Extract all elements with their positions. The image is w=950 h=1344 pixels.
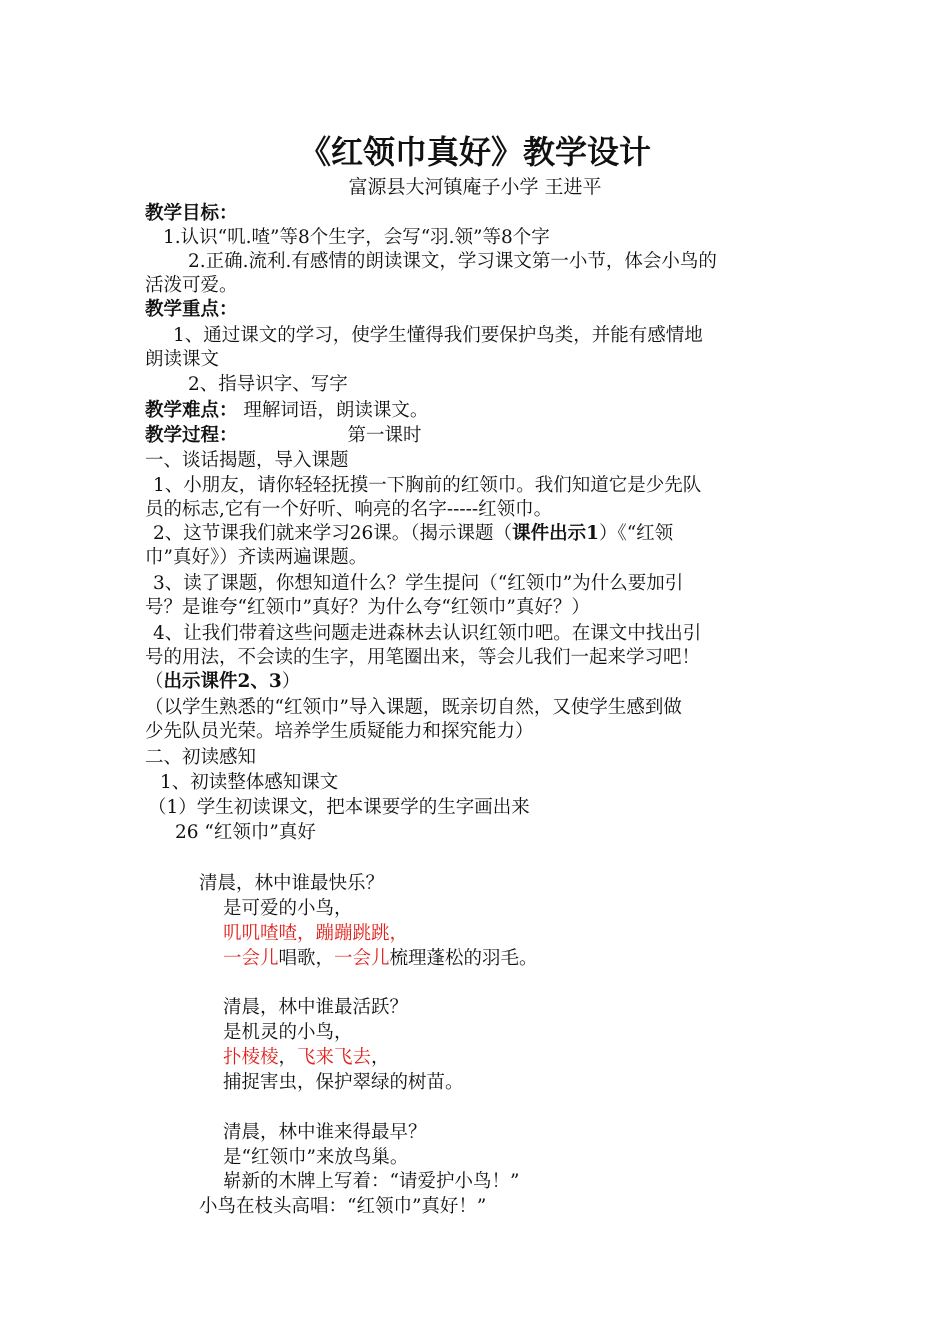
difficulty-line	[145, 399, 428, 423]
poem-text: ，	[371, 1047, 390, 1068]
poem-s2-l4: 捕捉害虫，保护翠绿的树苗。	[223, 1072, 464, 1093]
section1-note: （以学生熟悉的“红领巾”导入课题，既亲切自然，又使学生感到做	[145, 697, 682, 718]
poem-s3-l1: 清晨，林中谁来得最早？	[223, 1122, 427, 1143]
process-line	[145, 424, 422, 448]
highlight-word: 一会儿	[223, 948, 279, 969]
paren-close: ）	[281, 671, 301, 692]
poem-s2-l1: 清晨，林中谁最活跃？	[223, 997, 409, 1018]
section1-p1-cont: 员的标志,它有一个好听、响亮的名字-----红领巾。	[145, 499, 553, 520]
highlight-word: 飞来飞去	[297, 1047, 372, 1068]
section1-p1: 1、小朋友，请你轻轻抚摸一下胸前的红领巾。我们知道它是少先队	[153, 475, 702, 496]
poem-s3-l3: 崭新的木牌上写着：“请爱护小鸟！”	[223, 1171, 520, 1192]
section1-p3-cont: 号？是谁夸“红领巾”真好？为什么夸“红领巾”真好？）	[145, 597, 590, 618]
poem-text: ，	[278, 1047, 298, 1068]
p2-text-end: ）《“红领	[598, 523, 674, 544]
p2-text: 2、这节课我们就来学习26课。（揭示课题（	[153, 523, 513, 544]
key-point-1: 1、通过课文的学习，使学生懂得我们要保护鸟类，并能有感情地	[173, 325, 703, 346]
paren-open: （	[145, 671, 164, 692]
poem-text: 唱歌，	[278, 948, 335, 969]
key-point-1-cont: 朗读课文	[145, 349, 220, 370]
key-point-2: 2、指导识字、写字	[188, 374, 348, 395]
goal-item-2-cont: 活泼可爱。	[145, 275, 238, 296]
poem-s1-l1: 清晨，林中谁最快乐？	[199, 873, 385, 894]
document-title: 《红领巾真好》教学设计	[298, 133, 651, 171]
lesson-title: 26 “红领巾”真好	[175, 822, 316, 843]
goals-heading: 教学目标：	[145, 203, 238, 224]
section2-sub1-1: （1）学生初读课文，把本课要学的生字画出来	[148, 797, 530, 818]
author-line: 富源县大河镇庵子小学 王进平	[348, 176, 602, 198]
poem-s2-l3	[223, 1046, 390, 1070]
section1-p2	[153, 522, 673, 546]
goal-item-2: 2.正确.流利.有感情的朗读课文，学习课文第一小节，体会小鸟的	[188, 251, 717, 272]
section1-p4-end	[145, 670, 300, 694]
poem-s3-l2: 是“红领巾”来放鸟巢。	[223, 1147, 409, 1168]
p4-courseware: 出示课件2、3	[163, 671, 282, 692]
highlight-word: 扑棱棱	[223, 1047, 279, 1068]
lesson-label: 第一课时	[347, 425, 422, 446]
section1-p3: 3、读了课题，你想知道什么？学生提问（“红领巾”为什么要加引	[153, 573, 684, 594]
section1-p4: 4、让我们带着这些问题走进森林去认识红领巾吧。在课文中找出引	[153, 623, 702, 644]
section1-note-cont: 少先队员光荣。培养学生质疑能力和探究能力）	[145, 721, 534, 742]
poem-text: 梳理蓬松的羽毛。	[389, 948, 538, 969]
poem-s1-l2: 是可爱的小鸟，	[223, 898, 353, 919]
section1-p2-cont: 巾”真好》）齐读两遍课题。	[145, 547, 368, 568]
p2-courseware: 课件出示1	[512, 523, 599, 544]
highlight-word: 一会儿	[334, 948, 390, 969]
difficulty-heading: 教学难点：	[145, 400, 238, 421]
section1-p4-cont: 号的用法，不会读的生字，用笔圈出来，等会儿我们一起来学习吧！	[145, 647, 701, 668]
poem-s3-l4: 小鸟在枝头高唱：“红领巾”真好！”	[199, 1196, 487, 1217]
poem-s1-l3: 叽叽喳喳，蹦蹦跳跳，	[223, 923, 409, 944]
poem-s1-l4	[223, 947, 538, 971]
poem-s2-l2: 是机灵的小鸟，	[223, 1022, 353, 1043]
section1-heading: 一、谈话揭题，导入课题	[145, 450, 349, 471]
key-points-heading: 教学重点：	[145, 299, 238, 320]
section2-heading: 二、初读感知	[145, 747, 257, 768]
section2-sub1: 1、初读整体感知课文	[160, 772, 339, 793]
difficulty-text: 理解词语，朗读课文。	[243, 400, 429, 421]
goal-item-1: 1.认识“叽.喳”等8个生字，会写“羽.领”等8个字	[163, 227, 550, 248]
process-heading: 教学过程：	[145, 425, 238, 446]
